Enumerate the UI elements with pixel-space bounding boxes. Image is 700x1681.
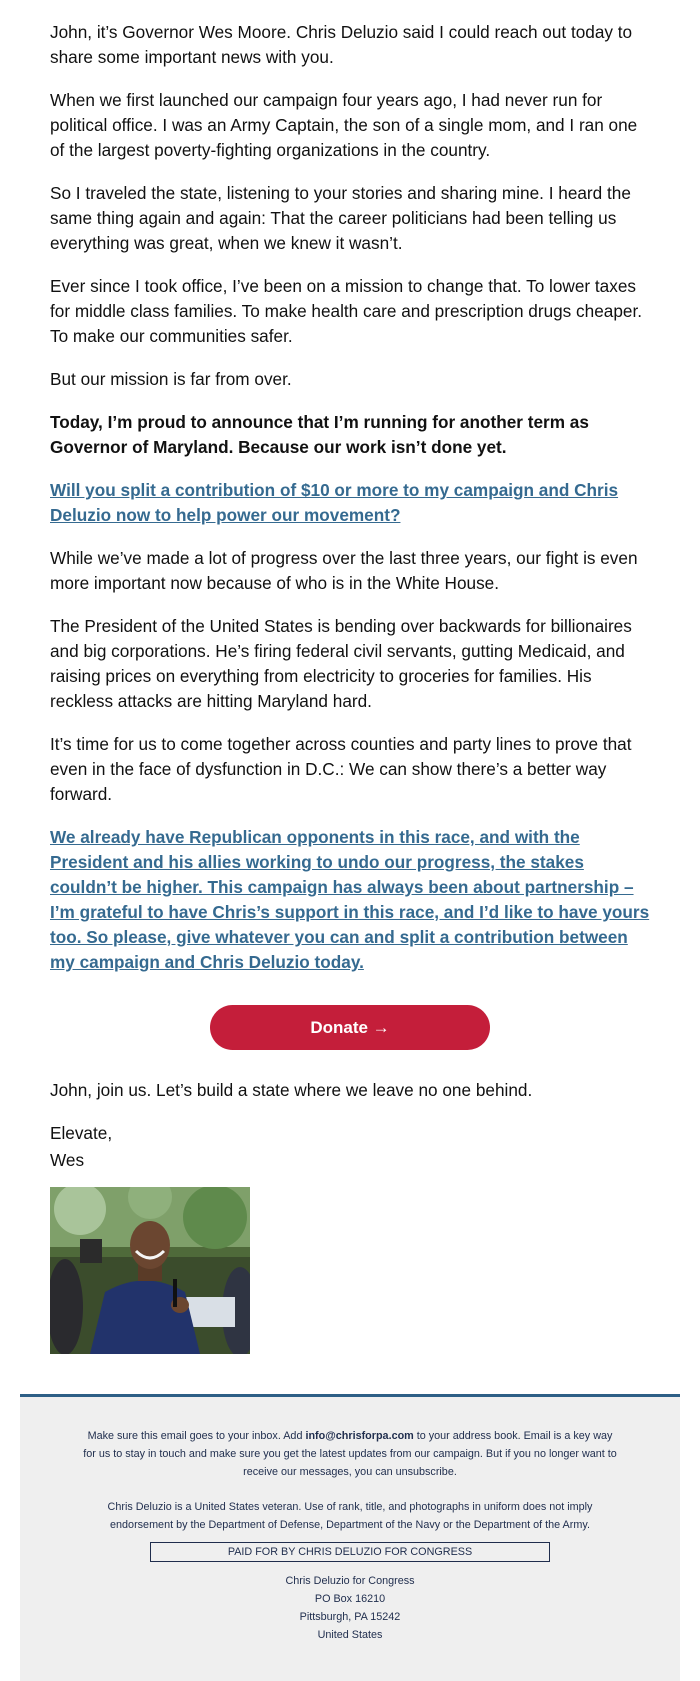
- paragraph-campaign-launch: When we first launched our campaign four years ago, I had never run for political office. I was an Army Captain, the son of a single mom, and I ran one of the largest poverty-fighting organizations in the country.: [50, 90, 638, 160]
- inbox-text-pre: Make sure this email goes to your inbox. Add: [87, 1430, 306, 1442]
- paragraph-greeting: John, it’s Governor Wes Moore. Chris Deluzio said I could reach out today to share some important news with you.: [50, 22, 633, 67]
- donate-button-row: [50, 1005, 650, 1050]
- mailing-address: [20, 1572, 680, 1644]
- paragraph-announcement: Today, I’m proud to announce that I’m running for another term as Governor of Maryland. Because our work isn’t done yet.: [50, 412, 589, 457]
- address-line: Chris Deluzio for Congress: [285, 1575, 415, 1587]
- donate-button[interactable]: Donate →: [210, 1005, 490, 1050]
- contribution-link[interactable]: Will you split a contribution of $10 or more to my campaign and Chris Deluzio now to help power our movement?: [50, 480, 619, 525]
- paragraph-progress: While we’ve made a lot of progress over the last three years, our fight is even more important now because of who is in the White House.: [50, 548, 638, 593]
- paragraph-mission-not-over: But our mission is far from over.: [50, 369, 292, 389]
- email-body: [50, 20, 650, 1175]
- footer-veteran-disclaimer: Chris Deluzio is a United States veteran. Use of rank, title, and photographs in uniform does not imply endorsement by the Department of Defense, Department of the Navy or the Department of the Army.: [107, 1501, 593, 1531]
- governor-photo: [50, 1187, 250, 1354]
- paragraph-mission: Ever since I took office, I’ve been on a mission to change that. To lower taxes for middle class families. To make health care and prescription drugs cheaper. To make our communities safer.: [50, 276, 642, 346]
- email-footer: [20, 1394, 680, 1681]
- address-line: United States: [317, 1629, 383, 1641]
- inbox-text-post: to your address book. Email is a key way for us to stay in touch and make sure you get the latest updates from our campaign. But if you no longer want to receive our messages, you can unsubscribe.: [83, 1430, 617, 1478]
- paragraph-come-together: It’s time for us to come together across counties and party lines to prove that even in the face of dysfunction in D.C.: We can show there’s a better way forward.: [50, 734, 632, 804]
- address-line: Pittsburgh, PA 15242: [299, 1611, 401, 1623]
- signature: Wes: [50, 1150, 85, 1170]
- split-contribution-link[interactable]: We already have Republican opponents in this race, and with the President and his allies working to undo our progress, the stakes couldn’t be higher. This campaign has always been about partnership – I’m grateful to have Chris’s support in this race, and I’d like to have yours too. So please, give whatever you can and split a contribution between my campaign and Chris Deluzio today.: [50, 827, 650, 972]
- address-line: PO Box 16210: [314, 1593, 386, 1605]
- paragraph-traveled-state: So I traveled the state, listening to your stories and sharing mine. I heard the same thing again and again: That the career politicians had been telling us everything was great, when we knew it wasn’t.: [50, 183, 631, 253]
- footer-email-address[interactable]: info@chrisforpa.com: [305, 1430, 414, 1442]
- paragraph-president: The President of the United States is bending over backwards for billionaires and big corporations. He’s firing federal civil servants, gutting Medicaid, and raising prices on everything from electricity to groceries for families. His reckless attacks are hitting Maryland hard.: [50, 616, 632, 711]
- signoff: Elevate,: [50, 1123, 113, 1143]
- closing-line: John, join us. Let’s build a state where we leave no one behind.: [50, 1080, 533, 1100]
- photo-illustration: [50, 1187, 250, 1354]
- paid-for-box: PAID FOR BY CHRIS DELUZIO FOR CONGRESS: [150, 1542, 550, 1562]
- footer-inbox-notice: [80, 1397, 620, 1481]
